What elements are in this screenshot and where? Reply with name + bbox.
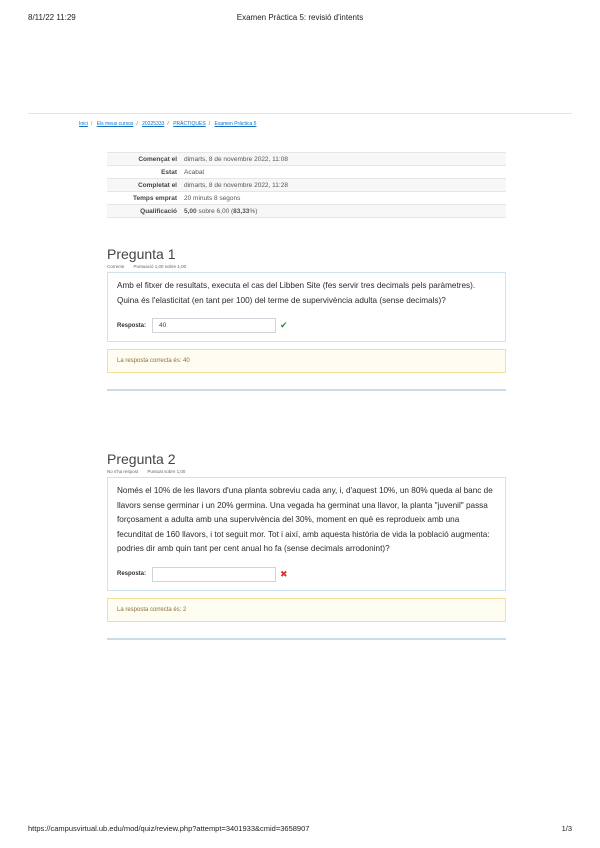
grade-percent-close: %) (249, 207, 258, 215)
summary-label: Temps emprat (133, 194, 177, 202)
summary-label: Començat el (138, 155, 177, 163)
question-points: Puntuació 1,00 sobre 1,00 (133, 264, 187, 269)
breadcrumb-quiz-link[interactable]: Examen Pràctica 5 (214, 121, 257, 127)
summary-row-started (107, 153, 506, 166)
print-page-number: 1/3 (561, 824, 572, 833)
grade-score: 5,00 (184, 207, 197, 215)
breadcrumb: Inici / Els meus cursos / 20225333 / PRÀCTIQUES / Examen Pràctica 5 (79, 121, 257, 127)
summary-row-state (107, 166, 506, 179)
question-2 (107, 451, 506, 640)
summary-value: Acabat (184, 168, 205, 176)
summary-value (182, 205, 506, 218)
question-content (107, 477, 506, 591)
correct-check-icon: ✔ (280, 320, 288, 330)
question-points: Puntuat sobre 1,00 (147, 469, 186, 474)
summary-label: Qualificació (140, 207, 177, 215)
question-title: Pregunta 1 (107, 246, 176, 262)
correct-answer-feedback: La resposta correcta és: 40 (107, 349, 506, 373)
question-text: Amb el fitxer de resultats, executa el cas del Libben Site (fes servir tres decimals pels paràmetres). Quina és l'elasticitat (en tant per 100) del terme de supervivència adulta (sense decimals)? (117, 281, 476, 305)
breadcrumb-my-courses-link[interactable]: Els meus cursos (96, 121, 134, 127)
question-info (107, 469, 506, 475)
question-text: Només el 10% de les llavors d'una planta sobreviu cada any, i, d'aquest 10%, un 80% queda al banc de llavors sense germinar i un 20% germina. Una vegada ha germinat una llavor, la planta "juvenil" passa forçosament a adulta amb una supervivència del 30%, moment en què es reprodueix amb una fecunditat de 160 llavors, i tot seguit mor. Tot i així, amb aquesta història de vida la població augmenta: podries dir amb quin tant per cent anual ho fa (sense decimals arrodonint)? (117, 486, 493, 553)
breadcrumb-course-link[interactable]: 20225333 (142, 121, 165, 127)
breadcrumb-section-link[interactable]: PRÀCTIQUES (173, 121, 206, 127)
summary-row-time-taken (107, 192, 506, 205)
header-divider (28, 113, 572, 114)
print-datetime: 8/11/22 11:29 (28, 13, 76, 22)
answer-label: Resposta: (117, 322, 147, 329)
correct-answer-feedback: La resposta correcta és: 2 (107, 598, 506, 622)
print-title: Examen Pràctica 5: revisió d'intents (236, 13, 364, 22)
question-title: Pregunta 2 (107, 451, 176, 467)
question-state: No s'ha respost (107, 469, 139, 474)
question-separator (107, 638, 506, 640)
summary-row-grade (107, 205, 506, 218)
question-1 (107, 246, 506, 391)
question-state: Correcte (107, 264, 125, 269)
answer-field[interactable] (152, 567, 276, 582)
question-content (107, 272, 506, 342)
grade-percent: 83,33 (233, 207, 250, 215)
question-separator (107, 389, 506, 391)
grade-out-of: sobre 6,00 ( (196, 207, 234, 215)
summary-label: Estat (161, 168, 177, 176)
summary-value: 20 minuts 8 segons (184, 194, 241, 202)
answer-value: 40 (159, 322, 167, 329)
summary-row-completed (107, 179, 506, 192)
print-url: https://campusvirtual.ub.edu/mod/quiz/review.php?attempt=3401933&cmid=3658907 (28, 824, 310, 833)
print-header (28, 13, 572, 25)
breadcrumb-home-link[interactable]: Inici (79, 121, 88, 127)
answer-row (117, 567, 496, 582)
answer-row (117, 318, 496, 333)
answer-label: Resposta: (117, 571, 147, 577)
summary-label: Completat el (137, 181, 177, 189)
attempt-summary-table (107, 152, 506, 218)
summary-value: dimarts, 8 de novembre 2022, 11:08 (184, 155, 288, 163)
summary-value: dimarts, 8 de novembre 2022, 11:28 (184, 181, 288, 189)
answer-field[interactable] (152, 318, 276, 333)
question-info (107, 264, 506, 270)
incorrect-cross-icon: ✖ (280, 568, 288, 579)
